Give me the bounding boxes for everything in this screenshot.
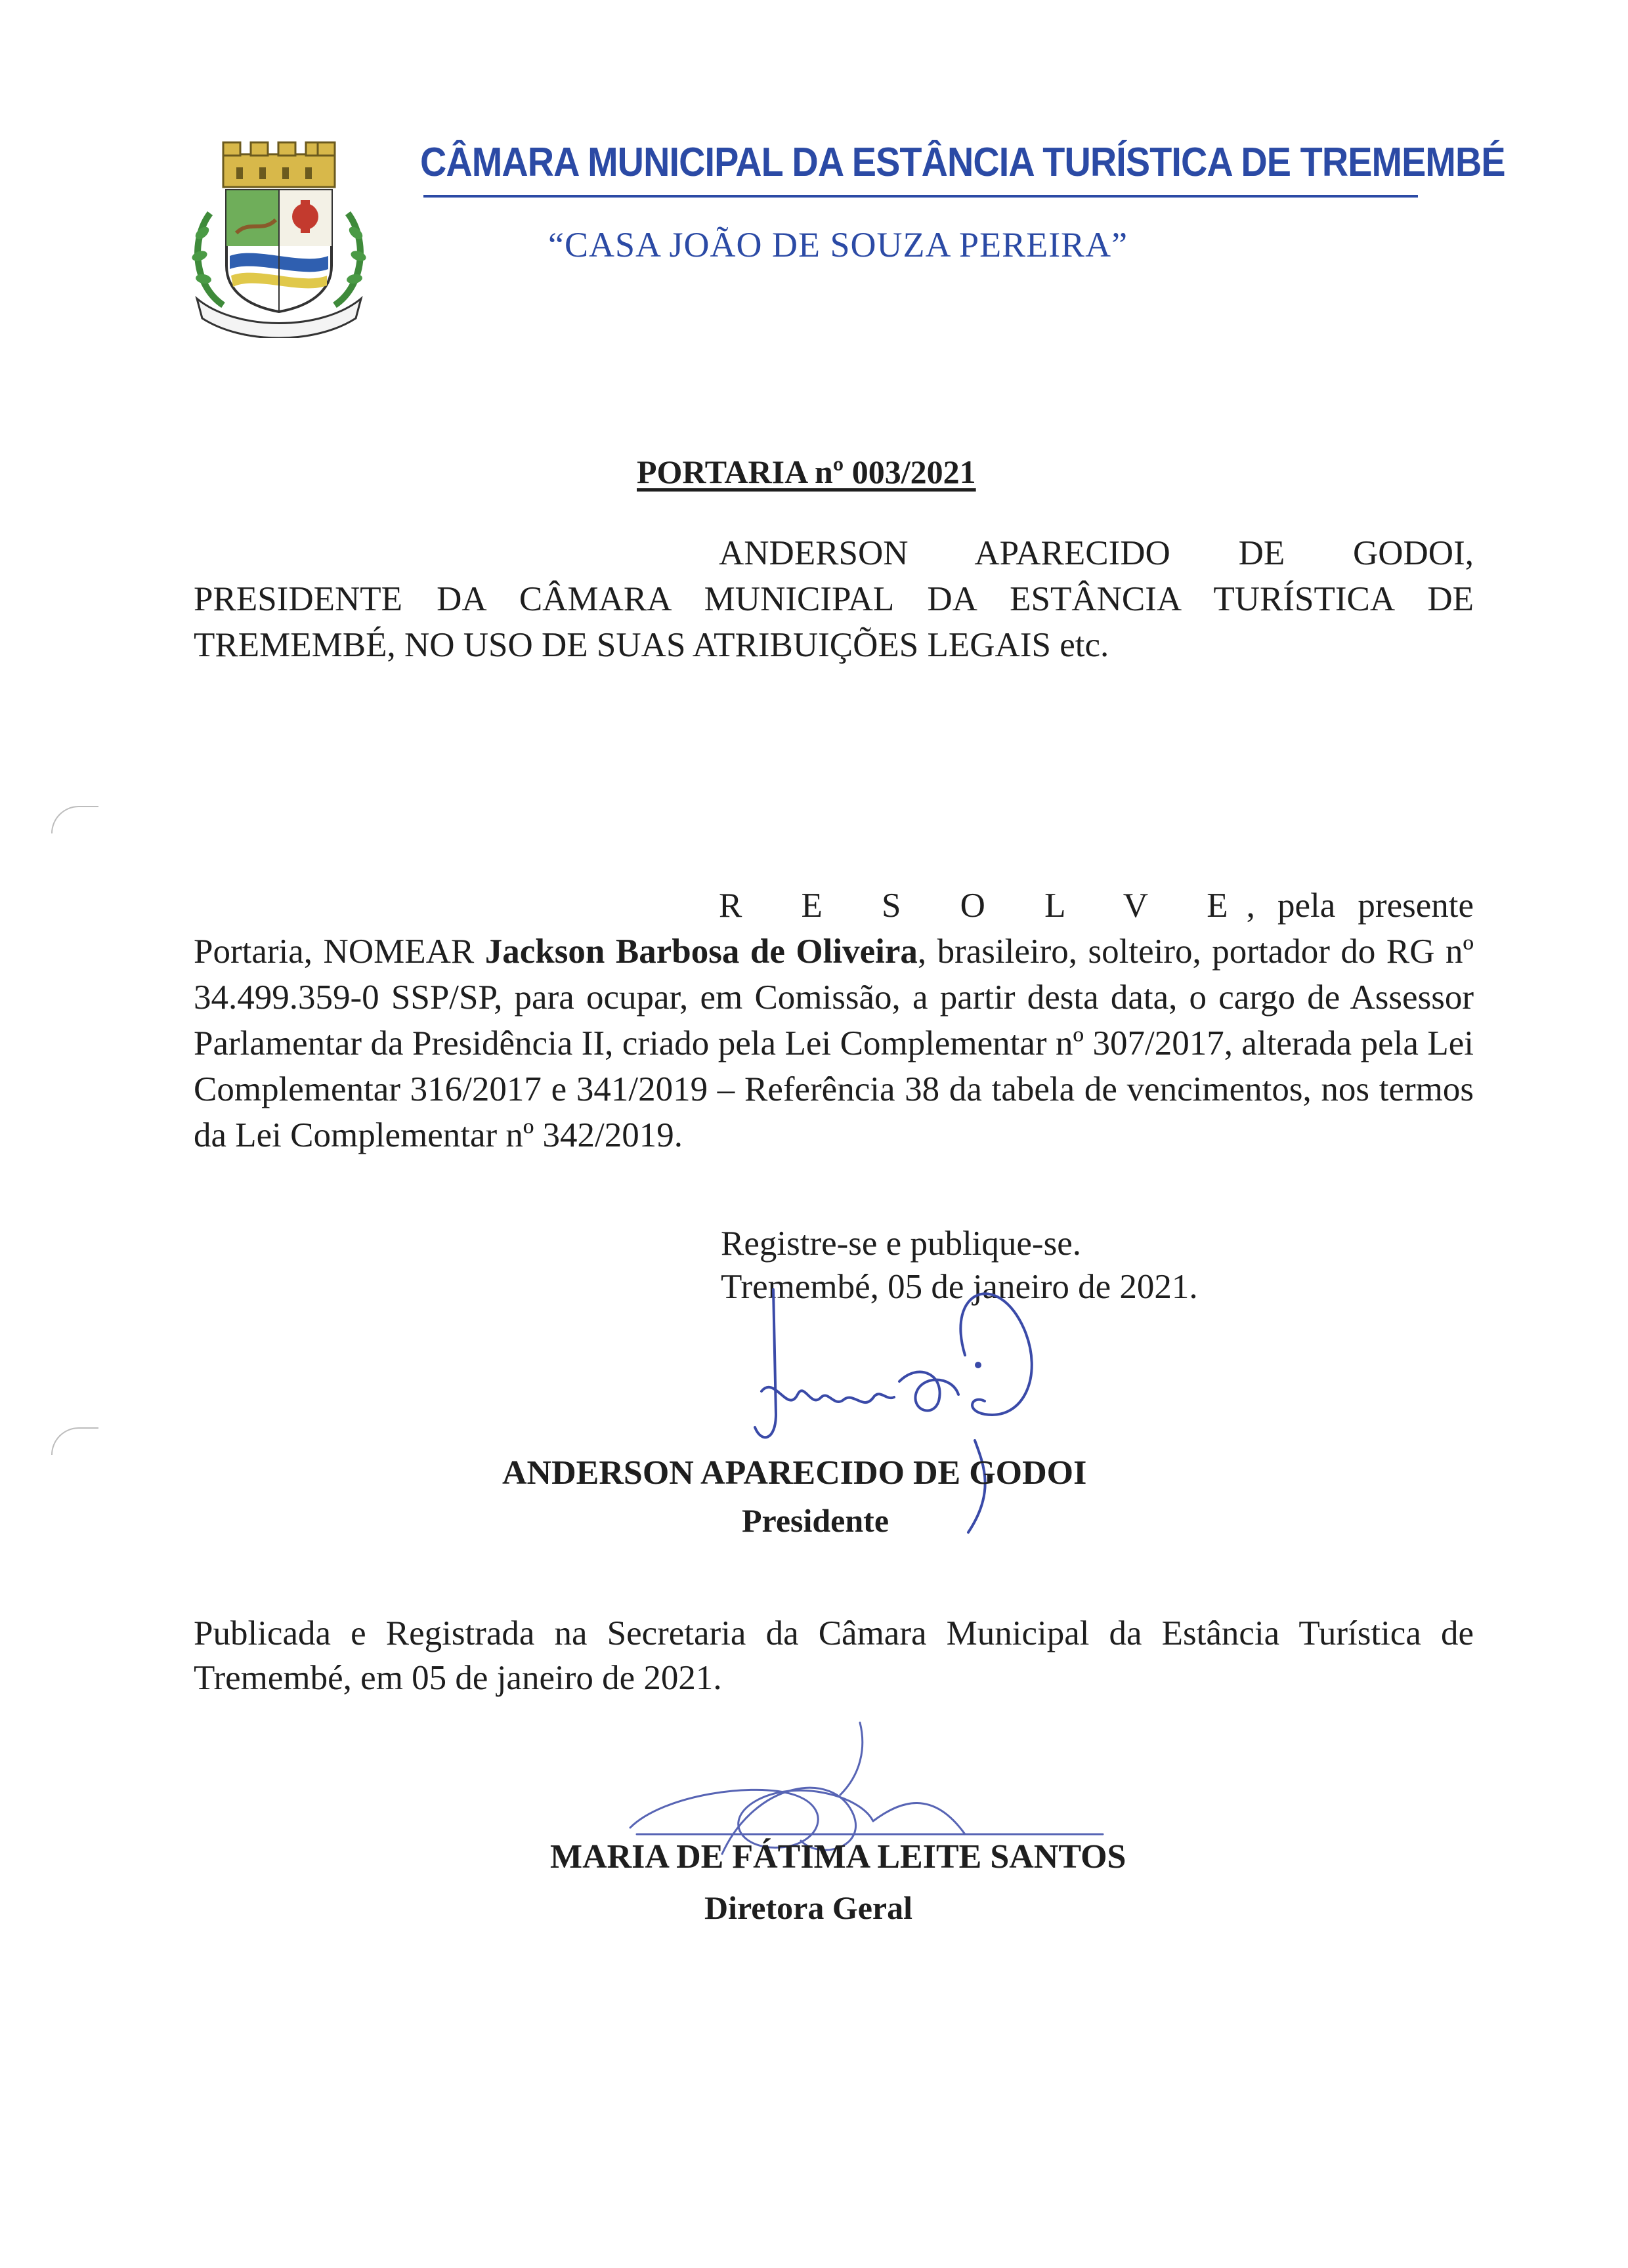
director-name: MARIA DE FÁTIMA LEITE SANTOS <box>550 1838 1126 1876</box>
preamble-first-line: ANDERSON APARECIDO DE GODOI, <box>719 534 1474 572</box>
closing-line-date: Tremembé, 05 de janeiro de 2021. <box>721 1268 1198 1306</box>
resolution-intro: , pela presente Portaria, NOMEAR <box>194 887 1474 971</box>
closing-line-register: Registre-se e publique-se. <box>721 1225 1081 1263</box>
president-name: ANDERSON APARECIDO DE GODOI <box>502 1454 1087 1492</box>
institution-subtitle: “CASA JOÃO DE SOUZA PEREIRA” <box>548 225 1128 264</box>
publication-note: Publicada e Registrada na Secretaria da Câmara Municipal da Estância Turística de Tremembé, em 05 de janeiro de 2021. <box>194 1614 1474 1697</box>
director-role: Diretora Geral <box>704 1889 912 1926</box>
president-role: Presidente <box>742 1502 889 1539</box>
preamble-rest: PRESIDENTE DA CÂMARA MUNICIPAL DA ESTÂNCIA TURÍSTICA DE TREMEMBÉ, NO USO DE SUAS ATRIBUIÇÕES LEGAIS etc. <box>194 580 1474 664</box>
header-rule <box>423 195 1418 198</box>
document-title: PORTARIA nº 003/2021 <box>637 453 976 490</box>
municipal-coat-of-arms-icon <box>184 135 374 338</box>
resolve-keyword: R E S O L V E <box>719 887 1247 925</box>
appointee-name: Jackson Barbosa de Oliveira <box>484 933 918 971</box>
preamble-paragraph <box>194 530 1474 668</box>
resolution-paragraph <box>194 883 1474 1158</box>
institution-name: CÂMARA MUNICIPAL DA ESTÂNCIA TURÍSTICA DE TREMEMBÉ <box>420 140 1505 185</box>
resolution-body: , brasileiro, solteiro, portador do RG nº 34.499.359-0 SSP/SP, para ocupar, em Comissão, a partir desta data, o cargo de Assessor Parlamentar da Presidência II, criado pela Lei Complementar nº 307/2017, alterada pela Lei Complementar 316/2017 e 341/2019 – Referência 38 da tabela de vencimentos, nos termos da Lei Complementar nº 342/2019. <box>194 933 1474 1154</box>
punch-hole-mark <box>51 806 98 833</box>
punch-hole-mark <box>51 1427 98 1455</box>
